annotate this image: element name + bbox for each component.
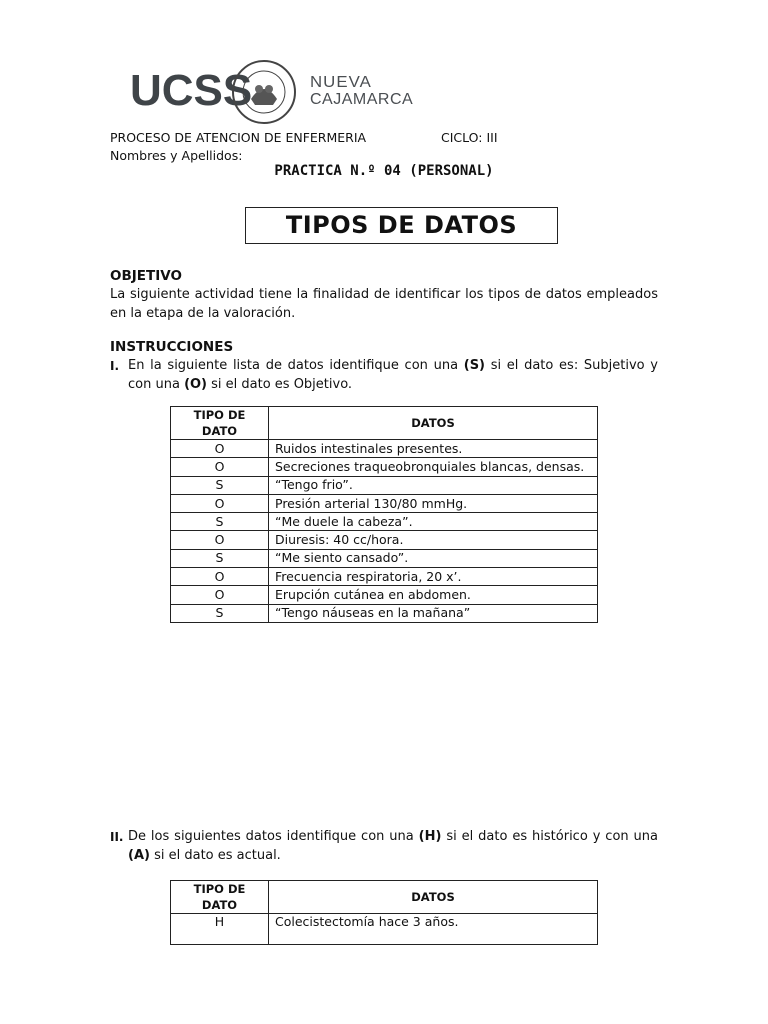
- document-title: TIPOS DE DATOS: [245, 207, 558, 244]
- cycle-label: CICLO: III: [441, 130, 498, 145]
- column-header-type: TIPO DE DATO: [171, 407, 269, 440]
- cell-data-description: Erupción cutánea en abdomen.: [269, 586, 598, 604]
- cell-data-type: S: [171, 604, 269, 622]
- table-row: [171, 568, 598, 586]
- cell-data-description: Ruidos intestinales presentes.: [269, 440, 598, 458]
- table-row: [171, 531, 598, 549]
- table-row: [171, 440, 598, 458]
- cell-data-description: Diuresis: 40 cc/hora.: [269, 531, 598, 549]
- instrucciones-heading: INSTRUCCIONES: [110, 339, 234, 355]
- cell-data-type: S: [171, 549, 269, 567]
- table-row: [171, 549, 598, 567]
- cell-data-description: Frecuencia respiratoria, 20 x’.: [269, 568, 598, 586]
- column-header-type: TIPO DE DATO: [171, 881, 269, 914]
- cell-data-type: H: [171, 914, 269, 945]
- cell-data-description: “Me duele la cabeza”.: [269, 513, 598, 531]
- cell-data-type: O: [171, 531, 269, 549]
- logo-ucss-text: UCSS: [130, 66, 253, 115]
- cell-data-type: O: [171, 440, 269, 458]
- cell-data-type: O: [171, 586, 269, 604]
- column-header-data: DATOS: [269, 881, 598, 914]
- item1-text: En la siguiente lista de datos identifique con una (S) si el dato es: Subjetivo y con una (O) si el dato es Objetivo.: [128, 358, 658, 392]
- item1-numeral: I.: [110, 359, 120, 373]
- university-logo: [130, 55, 414, 127]
- logo-cajamarca-text: CAJAMARCA: [310, 91, 414, 108]
- table-row: [171, 586, 598, 604]
- practica-title: PRACTICA N.º 04 (PERSONAL): [274, 163, 494, 179]
- cell-data-description: “Tengo frio”.: [269, 476, 598, 494]
- data-types-table: [170, 406, 598, 623]
- item2-numeral: II.: [110, 830, 124, 844]
- historical-data-table: [170, 880, 598, 945]
- table-row: [171, 914, 598, 945]
- cell-data-description: “Tengo náuseas en la mañana”: [269, 604, 598, 622]
- item2-text: De los siguientes datos identifique con una (H) si el dato es histórico y con una (A) si el dato es actual.: [128, 829, 659, 863]
- cell-data-description: Secreciones traqueobronquiales blancas, densas.: [269, 458, 598, 476]
- cell-data-description: “Me siento cansado”.: [269, 549, 598, 567]
- objetivo-text: La siguiente actividad tiene la finalidad de identificar los tipos de datos empleados en la etapa de la valoración.: [110, 287, 658, 321]
- table-header-row: [171, 881, 598, 914]
- course-name: PROCESO DE ATENCION DE ENFERMERIA: [110, 130, 367, 145]
- table-row: [171, 604, 598, 622]
- table-row: [171, 458, 598, 476]
- table-row: [171, 476, 598, 494]
- cell-data-type: S: [171, 476, 269, 494]
- cell-data-type: O: [171, 458, 269, 476]
- cell-data-type: O: [171, 494, 269, 512]
- cell-data-description: Colecistectomía hace 3 años.: [269, 914, 598, 945]
- cell-data-description: Presión arterial 130/80 mmHg.: [269, 494, 598, 512]
- cell-data-type: O: [171, 568, 269, 586]
- university-seal-icon: [231, 59, 297, 125]
- cell-data-type: S: [171, 513, 269, 531]
- table-header-row: [171, 407, 598, 440]
- objetivo-heading: OBJETIVO: [110, 268, 182, 284]
- column-header-data: DATOS: [269, 407, 598, 440]
- table-row: [171, 494, 598, 512]
- table-row: [171, 513, 598, 531]
- names-label: Nombres y Apellidos:: [110, 148, 243, 163]
- logo-nueva-text: NUEVA: [310, 74, 372, 91]
